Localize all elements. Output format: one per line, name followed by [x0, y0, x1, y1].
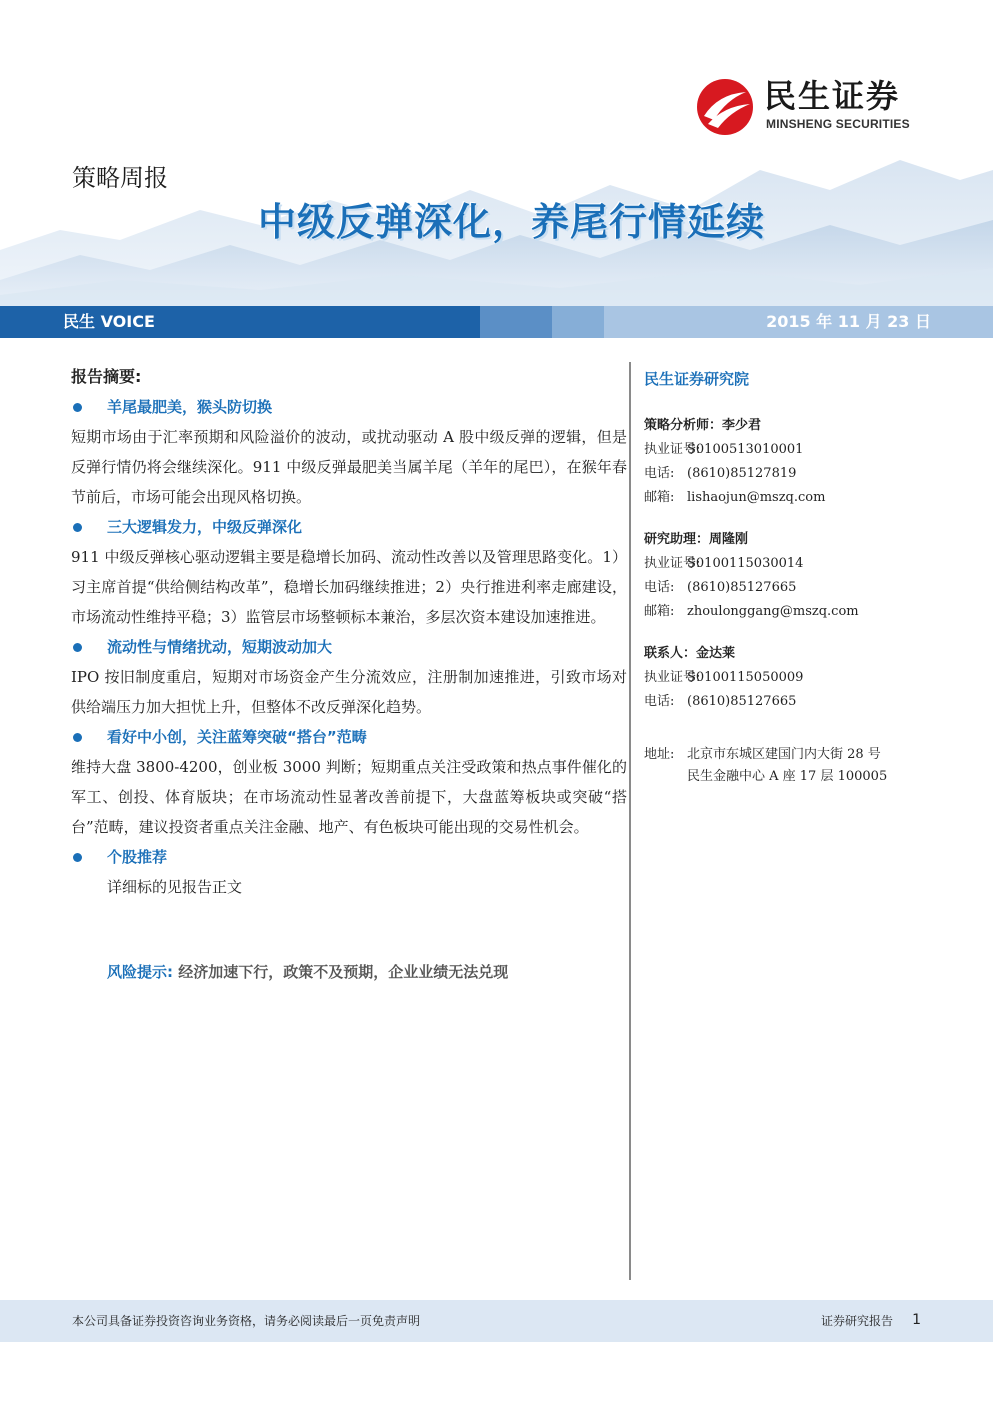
section-heading	[71, 722, 627, 752]
risk-warning	[71, 957, 627, 987]
contact-role: 联系人：金达莱	[644, 646, 736, 661]
phone-value: (8610)85127665	[687, 694, 797, 709]
section-heading-text: 三大逻辑发力，中级反弹深化	[107, 518, 303, 536]
band-segment	[552, 306, 604, 338]
phone-label: 电话:	[644, 580, 675, 595]
contact-role: 策略分析师：李少君	[644, 418, 762, 433]
phone-value: (8610)85127665	[687, 580, 797, 595]
page-title: 中级反弹深化，养尾行情延续	[257, 200, 765, 244]
sidebar	[644, 366, 944, 788]
section-heading-text: 羊尾最肥美，猴头防切换	[107, 398, 273, 416]
summary-label: 报告摘要:	[71, 367, 142, 386]
section-body: IPO 按旧制度重启，短期对市场资金产生分流效应，注册制加速推进，引致市场对供给端压力加大担忧上升，但整体不改反弹深化趋势。	[71, 668, 627, 716]
cert-value: S0100513010001	[687, 442, 804, 457]
contact-phone	[644, 690, 944, 714]
cert-value: S0100115030014	[687, 556, 804, 571]
contact-card	[644, 528, 944, 624]
risk-text: 经济加速下行，政策不及预期，企业业绩无法兑现	[178, 963, 509, 981]
phone-value: (8610)85127819	[687, 466, 797, 481]
contact-card	[644, 414, 944, 510]
section-heading-text: 流动性与情绪扰动，短期波动加大	[107, 638, 333, 656]
section-heading-text: 看好中小创，关注蓝筹突破“搭台”范畴	[107, 728, 367, 746]
bullet-icon	[73, 403, 82, 412]
report-date: 2015 年 11 月 23 日	[766, 312, 931, 331]
footer-disclaimer: 本公司具备证券投资咨询业务资格，请务必阅读最后一页免责声明	[72, 1314, 421, 1328]
summary-column	[71, 362, 627, 987]
address-label: 地址:	[644, 747, 675, 762]
cert-value: S0100115050009	[687, 670, 804, 685]
contact-phone	[644, 576, 944, 600]
bullet-icon	[73, 853, 82, 862]
bullet-icon	[73, 523, 82, 532]
office-address	[644, 744, 944, 788]
email-label: 邮箱:	[644, 490, 675, 505]
section-body: 详细标的见报告正文	[107, 878, 243, 896]
address-line-2: 民生金融中心 A 座 17 层 100005	[687, 769, 888, 784]
column-divider	[629, 362, 631, 1280]
page-footer	[0, 1300, 993, 1342]
brand-name-en: MINSHENG SECURITIES	[766, 117, 910, 131]
section-body: 维持大盘 3800-4200，创业板 3000 判断；短期重点关注受政策和热点事件催化的军工、创投、体育版块；在市场流动性显著改善前提下，大盘蓝筹板块或突破“搭台”范畴，建议投资者重点关注金融、地产、有色板块可能出现的交易性机会。	[71, 758, 627, 836]
email-label: 邮箱:	[644, 604, 675, 619]
cert-label: 执业证号:	[644, 556, 701, 571]
contact-phone	[644, 462, 944, 486]
section-heading	[71, 392, 627, 422]
contact-email	[644, 486, 944, 510]
cert-label: 执业证号:	[644, 442, 701, 457]
section-body: 911 中级反弹核心驱动逻辑主要是稳增长加码、流动性改善以及管理思路变化。1）习主席首提“供给侧结构改革”，稳增长加码继续推进；2）央行推进利率走廊建设，市场流动性维持平稳；3）监管层市场整顿标本兼治，多层次资本建设加速推进。	[71, 548, 627, 626]
email-link[interactable]: zhoulonggang@mszq.com	[687, 604, 859, 619]
report-type: 策略周报	[72, 164, 168, 192]
phone-label: 电话:	[644, 466, 675, 481]
section-heading-text: 个股推荐	[107, 848, 168, 866]
contact-role: 研究助理：周隆刚	[644, 532, 749, 547]
section-heading	[71, 632, 627, 662]
contact-email	[644, 600, 944, 624]
section-heading	[71, 512, 627, 542]
logo-mark-icon	[696, 78, 754, 136]
band-segment	[480, 306, 552, 338]
risk-label: 风险提示:	[107, 963, 173, 981]
header-hero	[0, 0, 993, 306]
contact-card	[644, 642, 944, 714]
section-body: 短期市场由于汇率预期和风险溢价的波动，或扰动驱动 A 股中级反弹的逻辑，但是反弹行情仍将会继续深化。911 中级反弹最肥美当属羊尾（羊年的尾巴），在猴年春节前后，市场可能会出现风格切换。	[71, 428, 627, 506]
cert-label: 执业证号:	[644, 670, 701, 685]
brand-logo	[696, 76, 926, 136]
email-link[interactable]: lishaojun@mszq.com	[687, 490, 826, 505]
bullet-icon	[73, 733, 82, 742]
address-line-1: 北京市东城区建国门内大街 28 号	[687, 747, 881, 762]
contact-cert	[644, 438, 944, 462]
series-label: 民生 VOICE	[63, 312, 155, 331]
contact-cert	[644, 666, 944, 690]
brand-name-cn: 民生证券	[764, 77, 901, 115]
section-heading	[71, 842, 627, 872]
header-band	[0, 306, 993, 338]
institute-name: 民生证券研究院	[644, 370, 750, 388]
phone-label: 电话:	[644, 694, 675, 709]
contact-cert	[644, 552, 944, 576]
footer-doc-kind: 证券研究报告	[820, 1314, 893, 1328]
page-number: 1	[912, 1312, 921, 1328]
bullet-icon	[73, 643, 82, 652]
